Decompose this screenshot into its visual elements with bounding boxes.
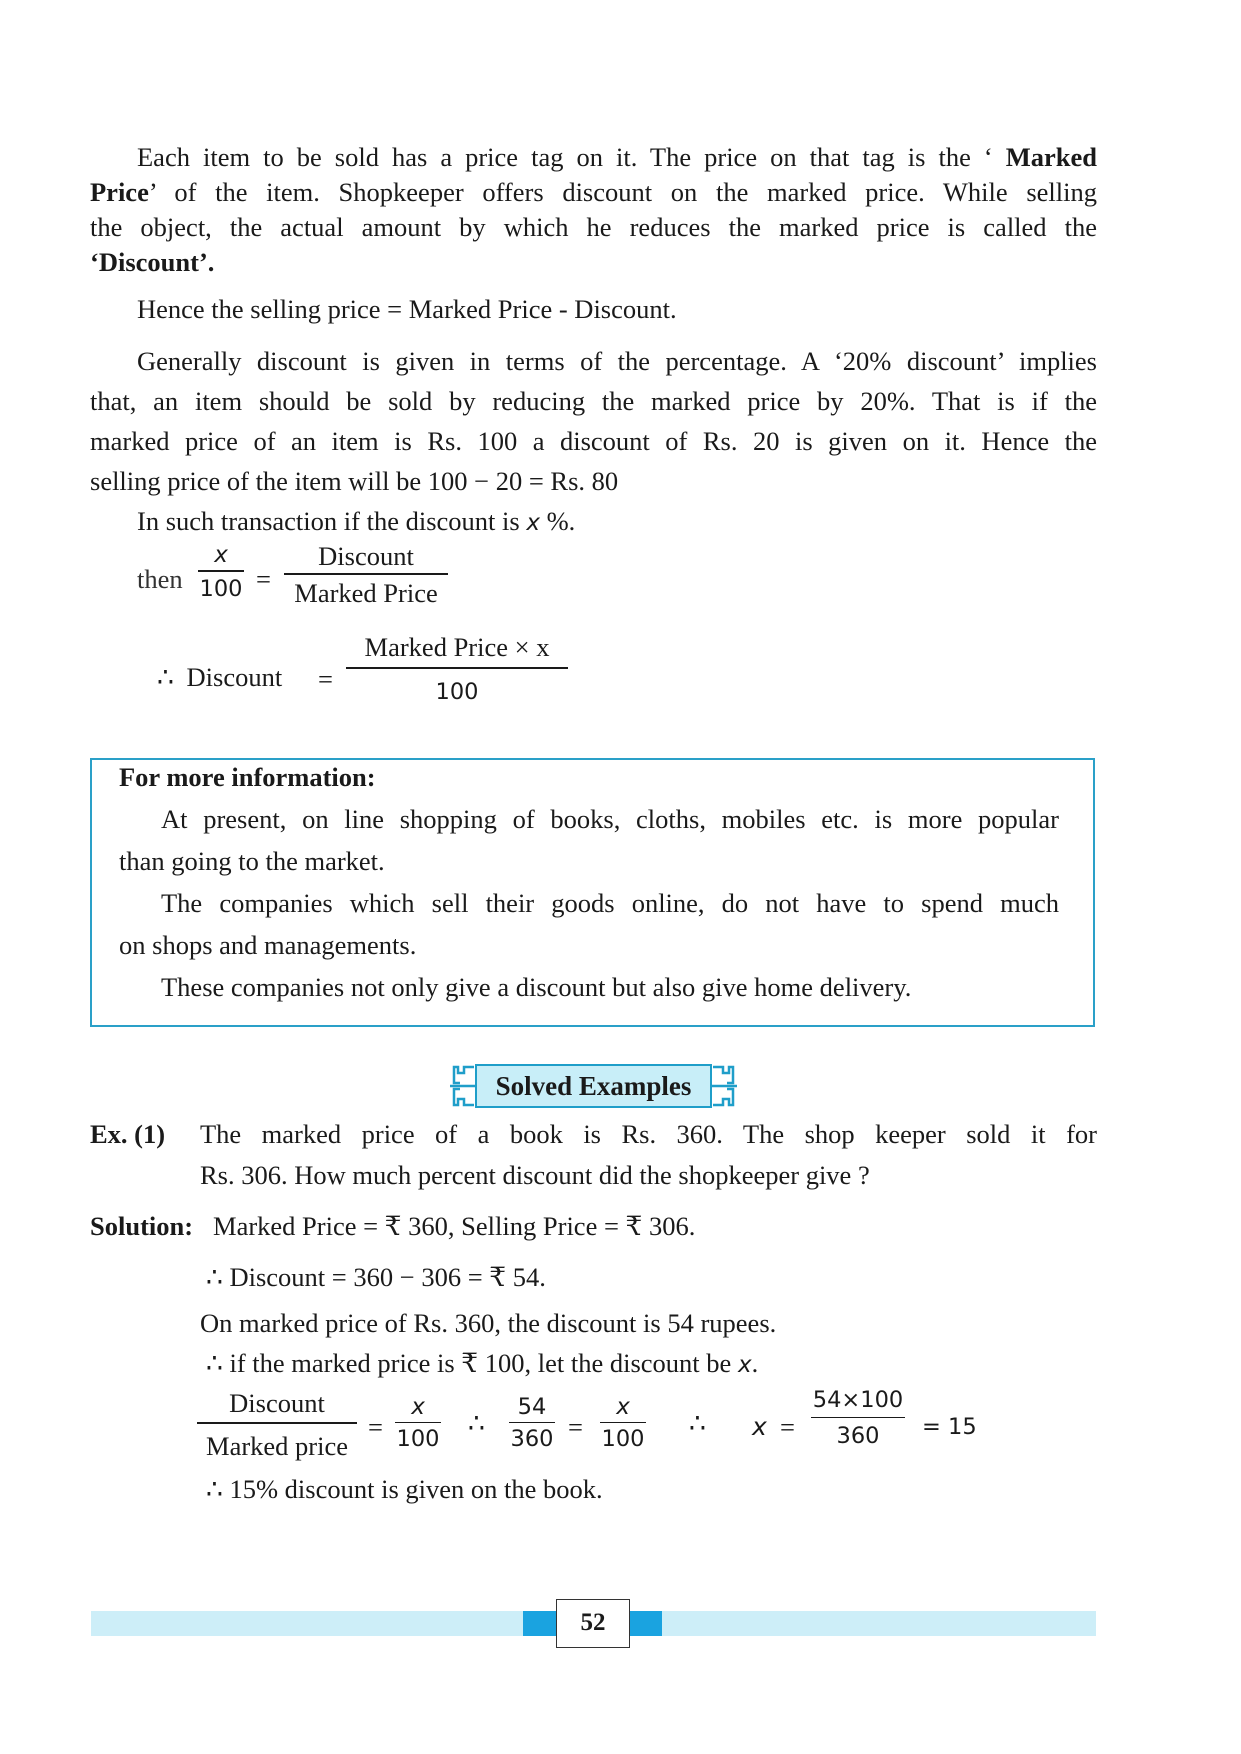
fraction-54-over-360: 54 360: [510, 1394, 554, 1452]
fraction-marked-price-times-x: [346, 627, 568, 715]
equals-sign: =: [780, 1412, 795, 1442]
fraction-marked-price-times-x-numerator: Marked Price × x: [364, 632, 550, 662]
solution-label: Solution:: [90, 1211, 194, 1241]
solution-line-2: ∴ Discount = 360 − 306 = ₹ 54.: [206, 1262, 546, 1292]
equals-sign: =: [568, 1412, 583, 1442]
info-line-4: on shops and managements.: [119, 930, 417, 960]
info-line-5: These companies not only give a discount but also give home delivery.: [161, 972, 912, 1002]
therefore-discount-label: ∴ Discount: [157, 662, 283, 692]
info-line-1: At present, on line shopping of books, cloths, mobiles etc. is more popular: [161, 804, 1059, 834]
such-line: In such transaction if the discount is x %.: [137, 506, 576, 536]
page-number: 52: [556, 1599, 630, 1648]
footer-accent-left: [523, 1611, 557, 1636]
general-line-1: Generally discount is given in terms of the percentage. A ‘20% discount’ implies: [137, 346, 1097, 376]
example-label: Ex. (1): [90, 1119, 166, 1149]
solution-line-4: ∴ if the marked price is ₹ 100, let the discount be x.: [206, 1348, 759, 1378]
fraction-x-over-100-2: x 100: [396, 1394, 440, 1452]
therefore-symbol: ∴: [689, 1408, 706, 1438]
intro-line-3: the object, the actual amount by which he reduces the marked price is called the: [90, 212, 1097, 242]
banner-right-ornament: [709, 1063, 737, 1109]
solution-line-3: On marked price of Rs. 360, the discount is 54 rupees.: [200, 1308, 777, 1338]
intro-line-1-text: Each item to be sold has a price tag on it. The price on that tag is the ‘: [137, 142, 993, 172]
equals-sign: =: [318, 664, 333, 694]
then-label: then: [137, 564, 183, 594]
equals-sign: =: [368, 1412, 383, 1442]
solution-conclusion: ∴ 15% discount is given on the book.: [206, 1474, 603, 1504]
equals-sign: =: [256, 564, 271, 594]
result-value: = 15: [922, 1414, 977, 1440]
intro-line-2-text: ’ of the item. Shopkeeper offers discount on the marked price. While selling: [148, 177, 1097, 207]
fraction-discount-over-marked-price: [284, 539, 448, 611]
fraction-x-numerator: x: [214, 542, 228, 568]
price-term: Price: [90, 177, 149, 207]
banner-left-ornament: [450, 1063, 478, 1109]
hence-line: Hence the selling price = Marked Price - Discount.: [137, 294, 677, 324]
footer-accent-right: [628, 1611, 662, 1636]
general-line-4: selling price of the item will be 100 − 20 = Rs. 80: [90, 466, 619, 496]
info-box-heading: For more information:: [119, 762, 376, 792]
general-line-2: that, an item should be sold by reducing the marked price by 20%. That is if the: [90, 386, 1097, 416]
variable-x: x: [752, 1412, 767, 1441]
solution-line-1: Marked Price = ₹ 360, Selling Price = ₹ 306.: [213, 1211, 696, 1241]
fraction-marked-price-denominator: Marked Price: [294, 578, 438, 608]
intro-line-1: [137, 140, 1097, 175]
fraction-100-denominator: 100: [199, 576, 243, 602]
variable-x: x: [526, 510, 540, 536]
fraction-discount-over-marked-price-2: Discount Marked price: [197, 1384, 357, 1468]
fraction-54x100-over-360: 54×100 360: [812, 1387, 904, 1449]
marked-term: Marked: [1005, 142, 1097, 172]
therefore-symbol: ∴: [468, 1408, 485, 1438]
example-line-1: The marked price of a book is Rs. 360. The shop keeper sold it for: [200, 1119, 1097, 1149]
example-line-2: Rs. 306. How much percent discount did the shopkeeper give ?: [200, 1160, 870, 1190]
fraction-100-denominator: 100: [435, 679, 479, 705]
fraction-x-over-100-3: x 100: [601, 1394, 645, 1452]
intro-line-2: [90, 175, 1097, 210]
info-line-3: The companies which sell their goods online, do not have to spend much: [161, 888, 1059, 918]
general-line-3: marked price of an item is Rs. 100 a discount of Rs. 20 is given on it. Hence the: [90, 426, 1097, 456]
fraction-discount-numerator: Discount: [318, 541, 414, 571]
solved-examples-banner: Solved Examples: [475, 1064, 712, 1108]
discount-term: ‘Discount’.: [90, 247, 215, 277]
fraction-x-over-100: [198, 540, 244, 606]
info-line-2: than going to the market.: [119, 846, 385, 876]
